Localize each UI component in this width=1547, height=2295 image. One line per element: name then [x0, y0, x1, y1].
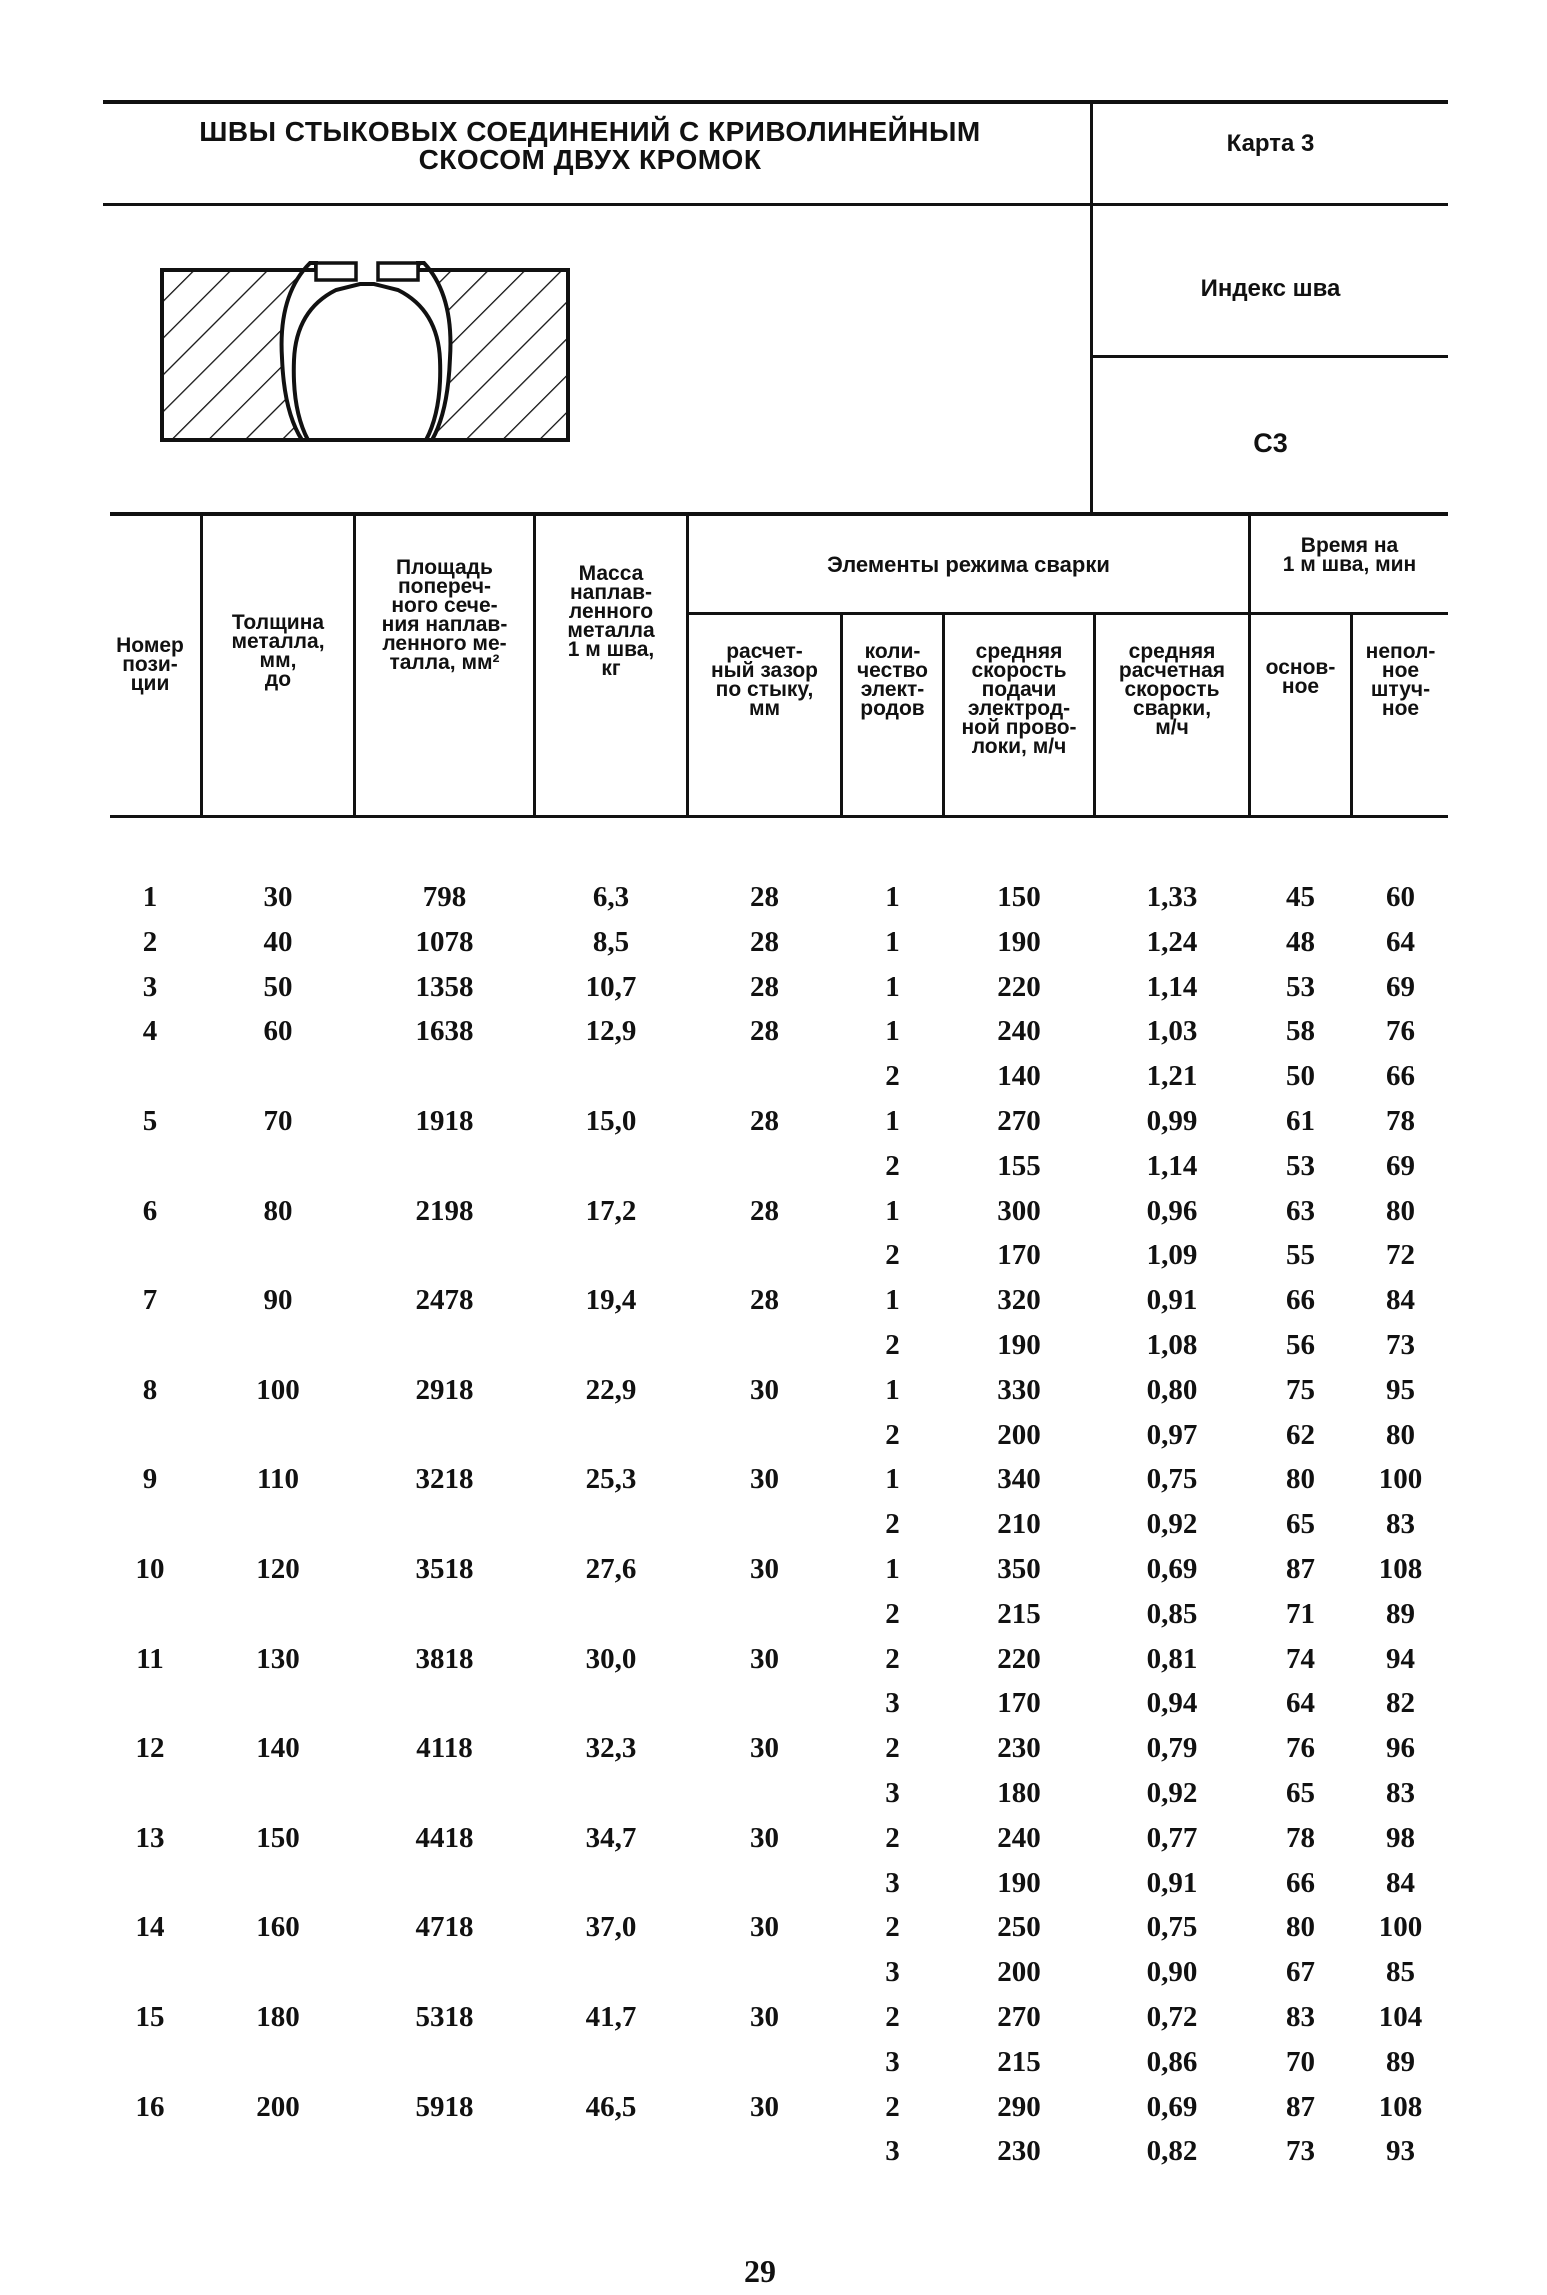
wire-speed-cell: 230 — [997, 2135, 1041, 2167]
main-time-cell: 75 — [1286, 1374, 1315, 1406]
mass-cell: 34,7 — [585, 1822, 637, 1854]
col-header-regime-group: Элементы режима сварки — [827, 552, 1110, 577]
weld-speed-cell: 1,14 — [1146, 1150, 1198, 1182]
weld-speed-cell: 0,96 — [1146, 1195, 1198, 1227]
weld-speed-cell: 0,75 — [1146, 1911, 1198, 1943]
piece-time-cell: 82 — [1386, 1687, 1415, 1719]
weld-speed-cell: 0,85 — [1146, 1598, 1198, 1630]
weld-speed-cell: 1,21 — [1146, 1060, 1198, 1092]
electrodes-cell: 1 — [885, 1195, 900, 1227]
weld-speed-cell: 1,03 — [1146, 1015, 1198, 1047]
title-bottom-rule — [103, 203, 1448, 206]
weld-speed-cell: 1,33 — [1146, 881, 1198, 913]
wire-speed-cell: 340 — [997, 1463, 1041, 1495]
mass-cell: 10,7 — [585, 971, 637, 1003]
col-header-electrodes: коли- чество элект- родов — [856, 640, 929, 720]
wire-speed-cell: 190 — [997, 1329, 1041, 1361]
electrodes-cell: 2 — [885, 2091, 900, 2123]
wire-speed-cell: 180 — [997, 1777, 1041, 1809]
wire-speed-cell: 170 — [997, 1239, 1041, 1271]
piece-time-cell: 93 — [1386, 2135, 1415, 2167]
main-time-cell: 65 — [1286, 1508, 1315, 1540]
electrodes-cell: 2 — [885, 1239, 900, 1271]
main-time-cell: 83 — [1286, 2001, 1315, 2033]
piece-time-cell: 72 — [1386, 1239, 1415, 1271]
weld-speed-cell: 1,24 — [1146, 926, 1198, 958]
weld-speed-cell: 0,91 — [1146, 1284, 1198, 1316]
wire-speed-cell: 190 — [997, 926, 1041, 958]
main-time-cell: 53 — [1286, 971, 1315, 1003]
piece-time-cell: 78 — [1386, 1105, 1415, 1137]
weld-speed-cell: 0,77 — [1146, 1822, 1198, 1854]
electrodes-cell: 1 — [885, 1463, 900, 1495]
main-time-cell: 66 — [1286, 1284, 1315, 1316]
piece-time-cell: 104 — [1378, 2001, 1423, 2033]
wire-speed-cell: 220 — [997, 1643, 1041, 1675]
piece-time-cell: 66 — [1386, 1060, 1415, 1092]
main-time-cell: 71 — [1286, 1598, 1315, 1630]
piece-time-cell: 64 — [1386, 926, 1415, 958]
electrodes-cell: 1 — [885, 1284, 900, 1316]
piece-time-cell: 76 — [1386, 1015, 1415, 1047]
main-time-cell: 70 — [1286, 2046, 1315, 2078]
main-time-cell: 58 — [1286, 1015, 1315, 1047]
area-cell: 1358 — [415, 971, 474, 1003]
electrodes-cell: 2 — [885, 1822, 900, 1854]
top-rule — [103, 100, 1448, 104]
weld-speed-cell: 1,09 — [1146, 1239, 1198, 1271]
thickness-cell: 30 — [263, 881, 293, 913]
main-time-cell: 87 — [1286, 1553, 1315, 1585]
gap-cell: 30 — [750, 2091, 779, 2123]
area-cell: 3218 — [415, 1463, 474, 1495]
wire-speed-cell: 300 — [997, 1195, 1041, 1227]
electrodes-cell: 1 — [885, 926, 900, 958]
wire-speed-cell: 140 — [997, 1060, 1041, 1092]
main-time-cell: 50 — [1286, 1060, 1315, 1092]
weld-speed-cell: 0,75 — [1146, 1463, 1198, 1495]
electrodes-cell: 3 — [885, 2135, 900, 2167]
electrodes-cell: 3 — [885, 1777, 900, 1809]
area-cell: 5918 — [415, 2091, 474, 2123]
col-header-area: Площадь попереч- ного сече- ния наплав- ленного ме- талла, мм² — [381, 556, 508, 674]
electrodes-cell: 2 — [885, 1060, 900, 1092]
weld-speed-cell: 0,94 — [1146, 1687, 1198, 1719]
piece-time-cell: 89 — [1386, 1598, 1415, 1630]
electrodes-cell: 3 — [885, 1956, 900, 1988]
thickness-cell: 110 — [257, 1463, 299, 1495]
electrodes-cell: 1 — [885, 1105, 900, 1137]
area-cell: 1638 — [415, 1015, 474, 1047]
weld-speed-cell: 0,92 — [1146, 1508, 1198, 1540]
wire-speed-cell: 220 — [997, 971, 1041, 1003]
mass-cell: 30,0 — [585, 1643, 637, 1675]
main-time-cell: 65 — [1286, 1777, 1315, 1809]
piece-time-cell: 80 — [1386, 1419, 1415, 1451]
main-time-cell: 56 — [1286, 1329, 1315, 1361]
position-cell: 3 — [142, 971, 158, 1003]
col-header-mass: Масса наплав- ленного металла 1 м шва, кг — [567, 562, 655, 680]
gap-cell: 28 — [750, 1195, 779, 1227]
weld-speed-cell: 0,91 — [1146, 1867, 1198, 1899]
gap-cell: 30 — [750, 1374, 779, 1406]
group-divider — [688, 612, 1448, 615]
weld-speed-cell: 0,80 — [1146, 1374, 1198, 1406]
gap-cell: 28 — [750, 1015, 779, 1047]
electrodes-cell: 2 — [885, 1598, 900, 1630]
gap-cell: 30 — [750, 1822, 779, 1854]
main-time-cell: 78 — [1286, 1822, 1315, 1854]
wire-speed-cell: 240 — [997, 1822, 1041, 1854]
position-cell: 6 — [142, 1195, 158, 1227]
gap-cell: 30 — [750, 2001, 779, 2033]
wire-speed-cell: 200 — [997, 1956, 1041, 1988]
weld-index-label: Индекс шва — [1200, 275, 1341, 302]
piece-time-cell: 73 — [1386, 1329, 1415, 1361]
title-line-2: СКОСОМ ДВУХ КРОМОК — [418, 144, 762, 175]
mass-cell: 25,3 — [585, 1463, 637, 1495]
weld-speed-cell: 0,79 — [1146, 1732, 1198, 1764]
thickness-cell: 40 — [263, 926, 293, 958]
mass-cell: 32,3 — [585, 1732, 637, 1764]
position-cell: 11 — [136, 1643, 164, 1675]
main-time-cell: 61 — [1286, 1105, 1315, 1137]
main-time-cell: 80 — [1286, 1911, 1315, 1943]
mass-cell: 19,4 — [585, 1284, 637, 1316]
index-divider — [1090, 355, 1448, 358]
main-time-cell: 67 — [1286, 1956, 1315, 1988]
electrodes-cell: 3 — [885, 2046, 900, 2078]
position-cell: 14 — [135, 1911, 165, 1943]
thickness-cell: 90 — [263, 1284, 293, 1316]
mass-cell: 41,7 — [585, 2001, 637, 2033]
main-time-cell: 66 — [1286, 1867, 1315, 1899]
gap-cell: 28 — [750, 1284, 779, 1316]
wire-speed-cell: 290 — [997, 2091, 1041, 2123]
weld-speed-cell: 0,69 — [1146, 2091, 1198, 2123]
wire-speed-cell: 155 — [997, 1150, 1041, 1182]
gap-cell: 28 — [750, 881, 779, 913]
wire-speed-cell: 215 — [997, 1598, 1041, 1630]
weld-speed-cell: 1,14 — [1146, 971, 1198, 1003]
position-cell: 15 — [135, 2001, 165, 2033]
col-header-wire-speed: средняя скорость подачи электрод- ной прово- локи, м/ч — [961, 640, 1077, 758]
thickness-cell: 160 — [256, 1911, 300, 1943]
document-title — [110, 118, 1070, 174]
wire-speed-cell: 170 — [997, 1687, 1041, 1719]
mass-cell: 37,0 — [585, 1911, 637, 1943]
mass-cell: 27,6 — [585, 1553, 637, 1585]
piece-time-cell: 108 — [1378, 2091, 1423, 2123]
electrodes-cell: 3 — [885, 1687, 900, 1719]
weld-speed-cell: 0,86 — [1146, 2046, 1198, 2078]
piece-time-cell: 94 — [1386, 1643, 1415, 1675]
weld-speed-cell: 0,97 — [1146, 1419, 1198, 1451]
main-time-cell: 64 — [1286, 1687, 1315, 1719]
area-cell: 1078 — [415, 926, 474, 958]
electrodes-cell: 2 — [885, 1150, 900, 1182]
piece-time-cell: 100 — [1378, 1911, 1423, 1943]
position-cell: 12 — [135, 1732, 165, 1764]
wire-speed-cell: 210 — [997, 1508, 1041, 1540]
piece-time-cell: 100 — [1378, 1463, 1423, 1495]
wire-speed-cell: 320 — [997, 1284, 1041, 1316]
electrodes-cell: 2 — [885, 1329, 900, 1361]
electrodes-cell: 1 — [885, 1015, 900, 1047]
electrodes-cell: 2 — [885, 1643, 900, 1675]
main-time-cell: 73 — [1286, 2135, 1315, 2167]
piece-time-cell: 84 — [1386, 1284, 1415, 1316]
piece-time-cell: 60 — [1386, 881, 1415, 913]
mass-cell: 8,5 — [592, 926, 630, 958]
card-label: Карта 3 — [1226, 130, 1315, 157]
main-time-cell: 55 — [1286, 1239, 1315, 1271]
wire-speed-cell: 190 — [997, 1867, 1041, 1899]
position-cell: 2 — [142, 926, 158, 958]
weld-speed-cell: 0,82 — [1146, 2135, 1198, 2167]
area-cell: 3518 — [415, 1553, 474, 1585]
main-time-cell: 62 — [1286, 1419, 1315, 1451]
area-cell: 2478 — [415, 1284, 474, 1316]
wire-speed-cell: 250 — [997, 1911, 1041, 1943]
page-number: 29 — [744, 2253, 776, 2289]
gap-cell: 28 — [750, 1105, 779, 1137]
electrodes-cell: 2 — [885, 1911, 900, 1943]
area-cell: 4418 — [415, 1822, 474, 1854]
piece-time-cell: 80 — [1386, 1195, 1415, 1227]
main-time-cell: 63 — [1286, 1195, 1315, 1227]
wire-speed-cell: 200 — [997, 1419, 1041, 1451]
piece-time-cell: 83 — [1386, 1777, 1415, 1809]
main-time-cell: 80 — [1286, 1463, 1315, 1495]
title-line-1: ШВЫ СТЫКОВЫХ СОЕДИНЕНИЙ С КРИВОЛИНЕЙНЫМ — [199, 116, 981, 147]
wire-speed-cell: 270 — [997, 1105, 1041, 1137]
right-root-lip — [378, 263, 418, 280]
electrodes-cell: 3 — [885, 1867, 900, 1899]
electrodes-cell: 1 — [885, 1374, 900, 1406]
col-header-piece-time: непол- ное штуч- ное — [1365, 640, 1436, 720]
gap-cell: 28 — [750, 971, 779, 1003]
position-cell: 10 — [135, 1553, 165, 1585]
mass-cell: 12,9 — [585, 1015, 637, 1047]
gap-cell: 30 — [750, 1732, 779, 1764]
position-cell: 1 — [142, 881, 158, 913]
thickness-cell: 150 — [256, 1822, 300, 1854]
piece-time-cell: 108 — [1378, 1553, 1423, 1585]
mass-cell: 6,3 — [592, 881, 630, 913]
area-cell: 1918 — [415, 1105, 474, 1137]
position-cell: 7 — [142, 1284, 158, 1316]
gap-cell: 28 — [750, 926, 779, 958]
main-time-cell: 74 — [1286, 1643, 1315, 1675]
position-cell: 8 — [142, 1374, 158, 1406]
area-cell: 4118 — [416, 1732, 473, 1764]
weld-speed-cell: 1,08 — [1146, 1329, 1198, 1361]
electrodes-cell: 1 — [885, 881, 900, 913]
gap-cell: 30 — [750, 1911, 779, 1943]
left-root-lip — [316, 263, 356, 280]
thickness-cell: 200 — [256, 2091, 300, 2123]
piece-time-cell: 84 — [1386, 1867, 1415, 1899]
wire-speed-cell: 215 — [997, 2046, 1041, 2078]
weld-groove — [294, 284, 440, 440]
piece-time-cell: 98 — [1386, 1822, 1415, 1854]
area-cell: 3818 — [415, 1643, 474, 1675]
piece-time-cell: 89 — [1386, 2046, 1415, 2078]
piece-time-cell: 85 — [1386, 1956, 1415, 1988]
area-cell: 5318 — [415, 2001, 474, 2033]
thickness-cell: 100 — [256, 1374, 300, 1406]
col-header-weld-speed: средняя расчетная скорость сварки, м/ч — [1118, 640, 1226, 739]
piece-time-cell: 83 — [1386, 1508, 1415, 1540]
electrodes-cell: 1 — [885, 1553, 900, 1585]
thickness-cell: 70 — [263, 1105, 293, 1137]
thickness-cell: 130 — [256, 1643, 300, 1675]
thickness-cell: 120 — [256, 1553, 300, 1585]
wire-speed-cell: 330 — [997, 1374, 1041, 1406]
mass-cell: 22,9 — [585, 1374, 637, 1406]
mass-cell: 46,5 — [585, 2091, 637, 2123]
thickness-cell: 80 — [263, 1195, 293, 1227]
weld-index-value: С3 — [1253, 428, 1288, 458]
wire-speed-cell: 150 — [997, 881, 1041, 913]
gap-cell: 30 — [750, 1553, 779, 1585]
main-time-cell: 87 — [1286, 2091, 1315, 2123]
main-time-cell: 48 — [1286, 926, 1315, 958]
weld-speed-cell: 0,90 — [1146, 1956, 1198, 1988]
col-header-pos: Номер пози- ции — [116, 634, 184, 695]
weld-joint-drawing — [150, 240, 580, 460]
wire-speed-cell: 240 — [997, 1015, 1041, 1047]
col-header-time-group: Время на 1 м шва, мин — [1282, 534, 1417, 576]
col-header-thickness: Толщина металла, мм, до — [231, 611, 325, 691]
piece-time-cell: 69 — [1386, 971, 1415, 1003]
piece-time-cell: 69 — [1386, 1150, 1415, 1182]
electrodes-cell: 2 — [885, 1508, 900, 1540]
electrodes-cell: 1 — [885, 971, 900, 1003]
area-cell: 2918 — [415, 1374, 474, 1406]
thickness-cell: 50 — [263, 971, 293, 1003]
wire-speed-cell: 270 — [997, 2001, 1041, 2033]
thickness-cell: 180 — [256, 2001, 300, 2033]
piece-time-cell: 95 — [1386, 1374, 1415, 1406]
electrodes-cell: 2 — [885, 1419, 900, 1451]
position-cell: 13 — [135, 1822, 165, 1854]
wire-speed-cell: 350 — [997, 1553, 1041, 1585]
thickness-cell: 60 — [263, 1015, 293, 1047]
electrodes-cell: 2 — [885, 2001, 900, 2033]
gap-cell: 30 — [750, 1463, 779, 1495]
electrodes-cell: 2 — [885, 1732, 900, 1764]
gap-cell: 30 — [750, 1643, 779, 1675]
weld-speed-cell: 0,81 — [1146, 1643, 1198, 1675]
area-cell: 4718 — [415, 1911, 474, 1943]
position-cell: 4 — [142, 1015, 158, 1047]
mass-cell: 17,2 — [585, 1195, 637, 1227]
position-cell: 5 — [142, 1105, 158, 1137]
weld-speed-cell: 0,92 — [1146, 1777, 1198, 1809]
position-cell: 9 — [142, 1463, 158, 1495]
col-header-gap: расчет- ный зазор по стыку, мм — [710, 640, 819, 720]
area-cell: 798 — [422, 881, 467, 913]
mass-cell: 15,0 — [585, 1105, 637, 1137]
main-time-cell: 45 — [1286, 881, 1315, 913]
area-cell: 2198 — [415, 1195, 474, 1227]
main-time-cell: 76 — [1286, 1732, 1315, 1764]
weld-speed-cell: 0,99 — [1146, 1105, 1198, 1137]
main-time-cell: 53 — [1286, 1150, 1315, 1182]
position-cell: 16 — [135, 2091, 165, 2123]
weld-speed-cell: 0,69 — [1146, 1553, 1198, 1585]
thickness-cell: 140 — [256, 1732, 300, 1764]
piece-time-cell: 96 — [1386, 1732, 1415, 1764]
weld-speed-cell: 0,72 — [1146, 2001, 1198, 2033]
col-header-main-time: основ- ное — [1265, 656, 1336, 698]
wire-speed-cell: 230 — [997, 1732, 1041, 1764]
